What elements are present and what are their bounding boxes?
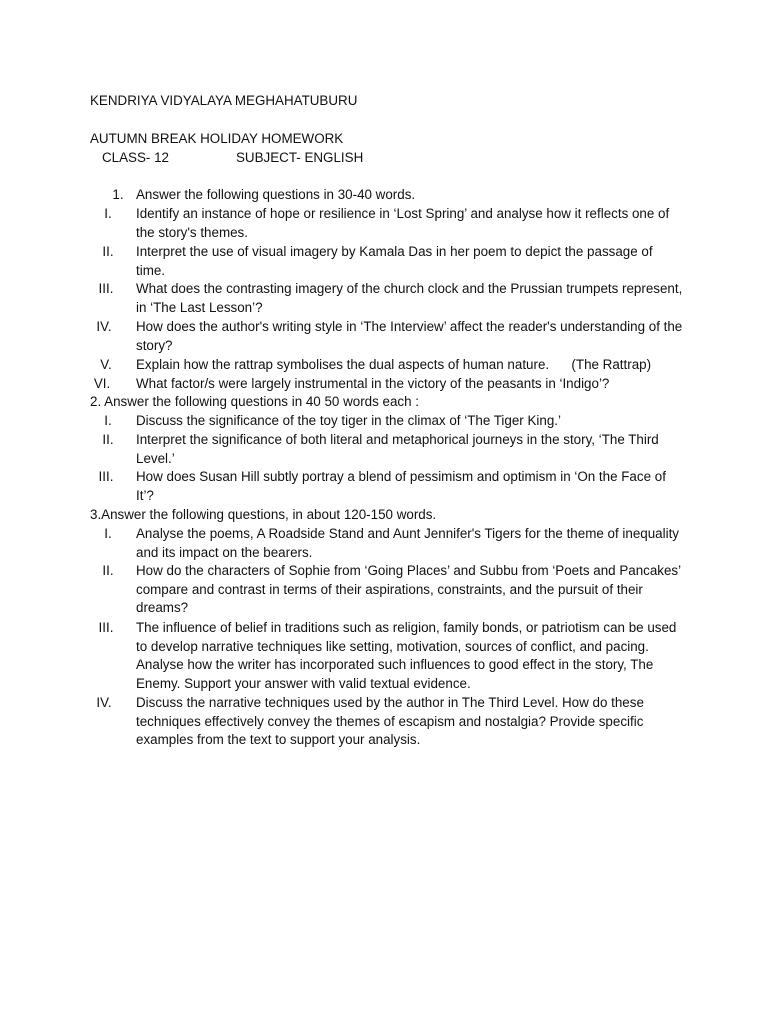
q1-3-text: What does the contrasting imagery of the church clock and the Prussian trumpets represent, in ‘The Last Lesson’? — [136, 281, 683, 315]
q1-4-number: IV. — [96, 319, 112, 334]
q1-5-number: V. — [100, 357, 112, 372]
section2-heading: 2. Answer the following questions in 40 50 words each : — [90, 394, 420, 409]
q1-4-text: How does the author's writing style in ‘The Interview’ affect the reader's understanding of the story? — [136, 319, 683, 353]
q2-3-number: III. — [98, 469, 114, 484]
q3-2-number: II. — [102, 563, 114, 578]
section1-number: 1. — [112, 187, 124, 202]
q1-1-number: I. — [104, 206, 112, 221]
q1-6-text: What factor/s were largely instrumental in the victory of the peasants in ‘Indigo’? — [136, 376, 610, 391]
section3-heading: 3.Answer the following questions, in about 120-150 words. — [90, 507, 437, 522]
q2-2-number: II. — [102, 432, 114, 447]
q1-1-text: Identify an instance of hope or resilience in ‘Lost Spring’ and analyse how it reflects one of the story's themes. — [136, 206, 670, 240]
homework-title: AUTUMN BREAK HOLIDAY HOMEWORK — [90, 131, 344, 146]
q1-5-text: Explain how the rattrap symbolises the dual aspects of human nature. (The Rattrap) — [136, 357, 652, 372]
q1-6-number: VI. — [93, 376, 111, 391]
q3-2-text: How do the characters of Sophie from ‘Going Places’ and Subbu from ‘Poets and Pancakes’ compare and contrast in terms of their aspirations, constraints, and the pursuit of their dreams? — [136, 563, 681, 615]
q1-3-number: III. — [98, 281, 114, 296]
q3-4-number: IV. — [96, 695, 112, 710]
q1-2-number: II. — [102, 244, 114, 259]
section1-heading: Answer the following questions in 30-40 words. — [136, 187, 416, 202]
q3-3-number: III. — [98, 620, 114, 635]
q3-4-text: Discuss the narrative techniques used by the author in The Third Level. How do these techniques effectively convey the themes of escapism and nostalgia? Provide specific examples from the text to support your analysis. — [136, 695, 644, 747]
q2-1-number: I. — [104, 413, 112, 428]
school-name: KENDRIYA VIDYALAYA MEGHAHATUBURU — [90, 93, 358, 108]
class-label: CLASS- 12 — [102, 150, 169, 165]
q1-2-text: Interpret the use of visual imagery by Kamala Das in her poem to depict the passage of time. — [136, 244, 653, 278]
q3-1-number: I. — [104, 526, 112, 541]
q3-1-text: Analyse the poems, A Roadside Stand and Aunt Jennifer's Tigers for the theme of inequality and its impact on the bearers. — [136, 526, 679, 560]
q2-2-text: Interpret the significance of both literal and metaphorical journeys in the story, ‘The Third Level.’ — [136, 432, 659, 466]
q3-3-text: The influence of belief in traditions such as religion, family bonds, or patriotism can be used to develop narrative techniques like setting, motivation, sources of conflict, and pacing. Analyse how the writer has incorporated such influences to good effect in the story, The Enemy. Support your answer with valid textual evidence. — [136, 620, 677, 691]
q2-1-text: Discuss the significance of the toy tiger in the climax of ‘The Tiger King.’ — [136, 413, 561, 428]
subject-label: SUBJECT- ENGLISH — [236, 150, 364, 165]
q2-3-text: How does Susan Hill subtly portray a blend of pessimism and optimism in ‘On the Face of It’? — [136, 469, 666, 503]
